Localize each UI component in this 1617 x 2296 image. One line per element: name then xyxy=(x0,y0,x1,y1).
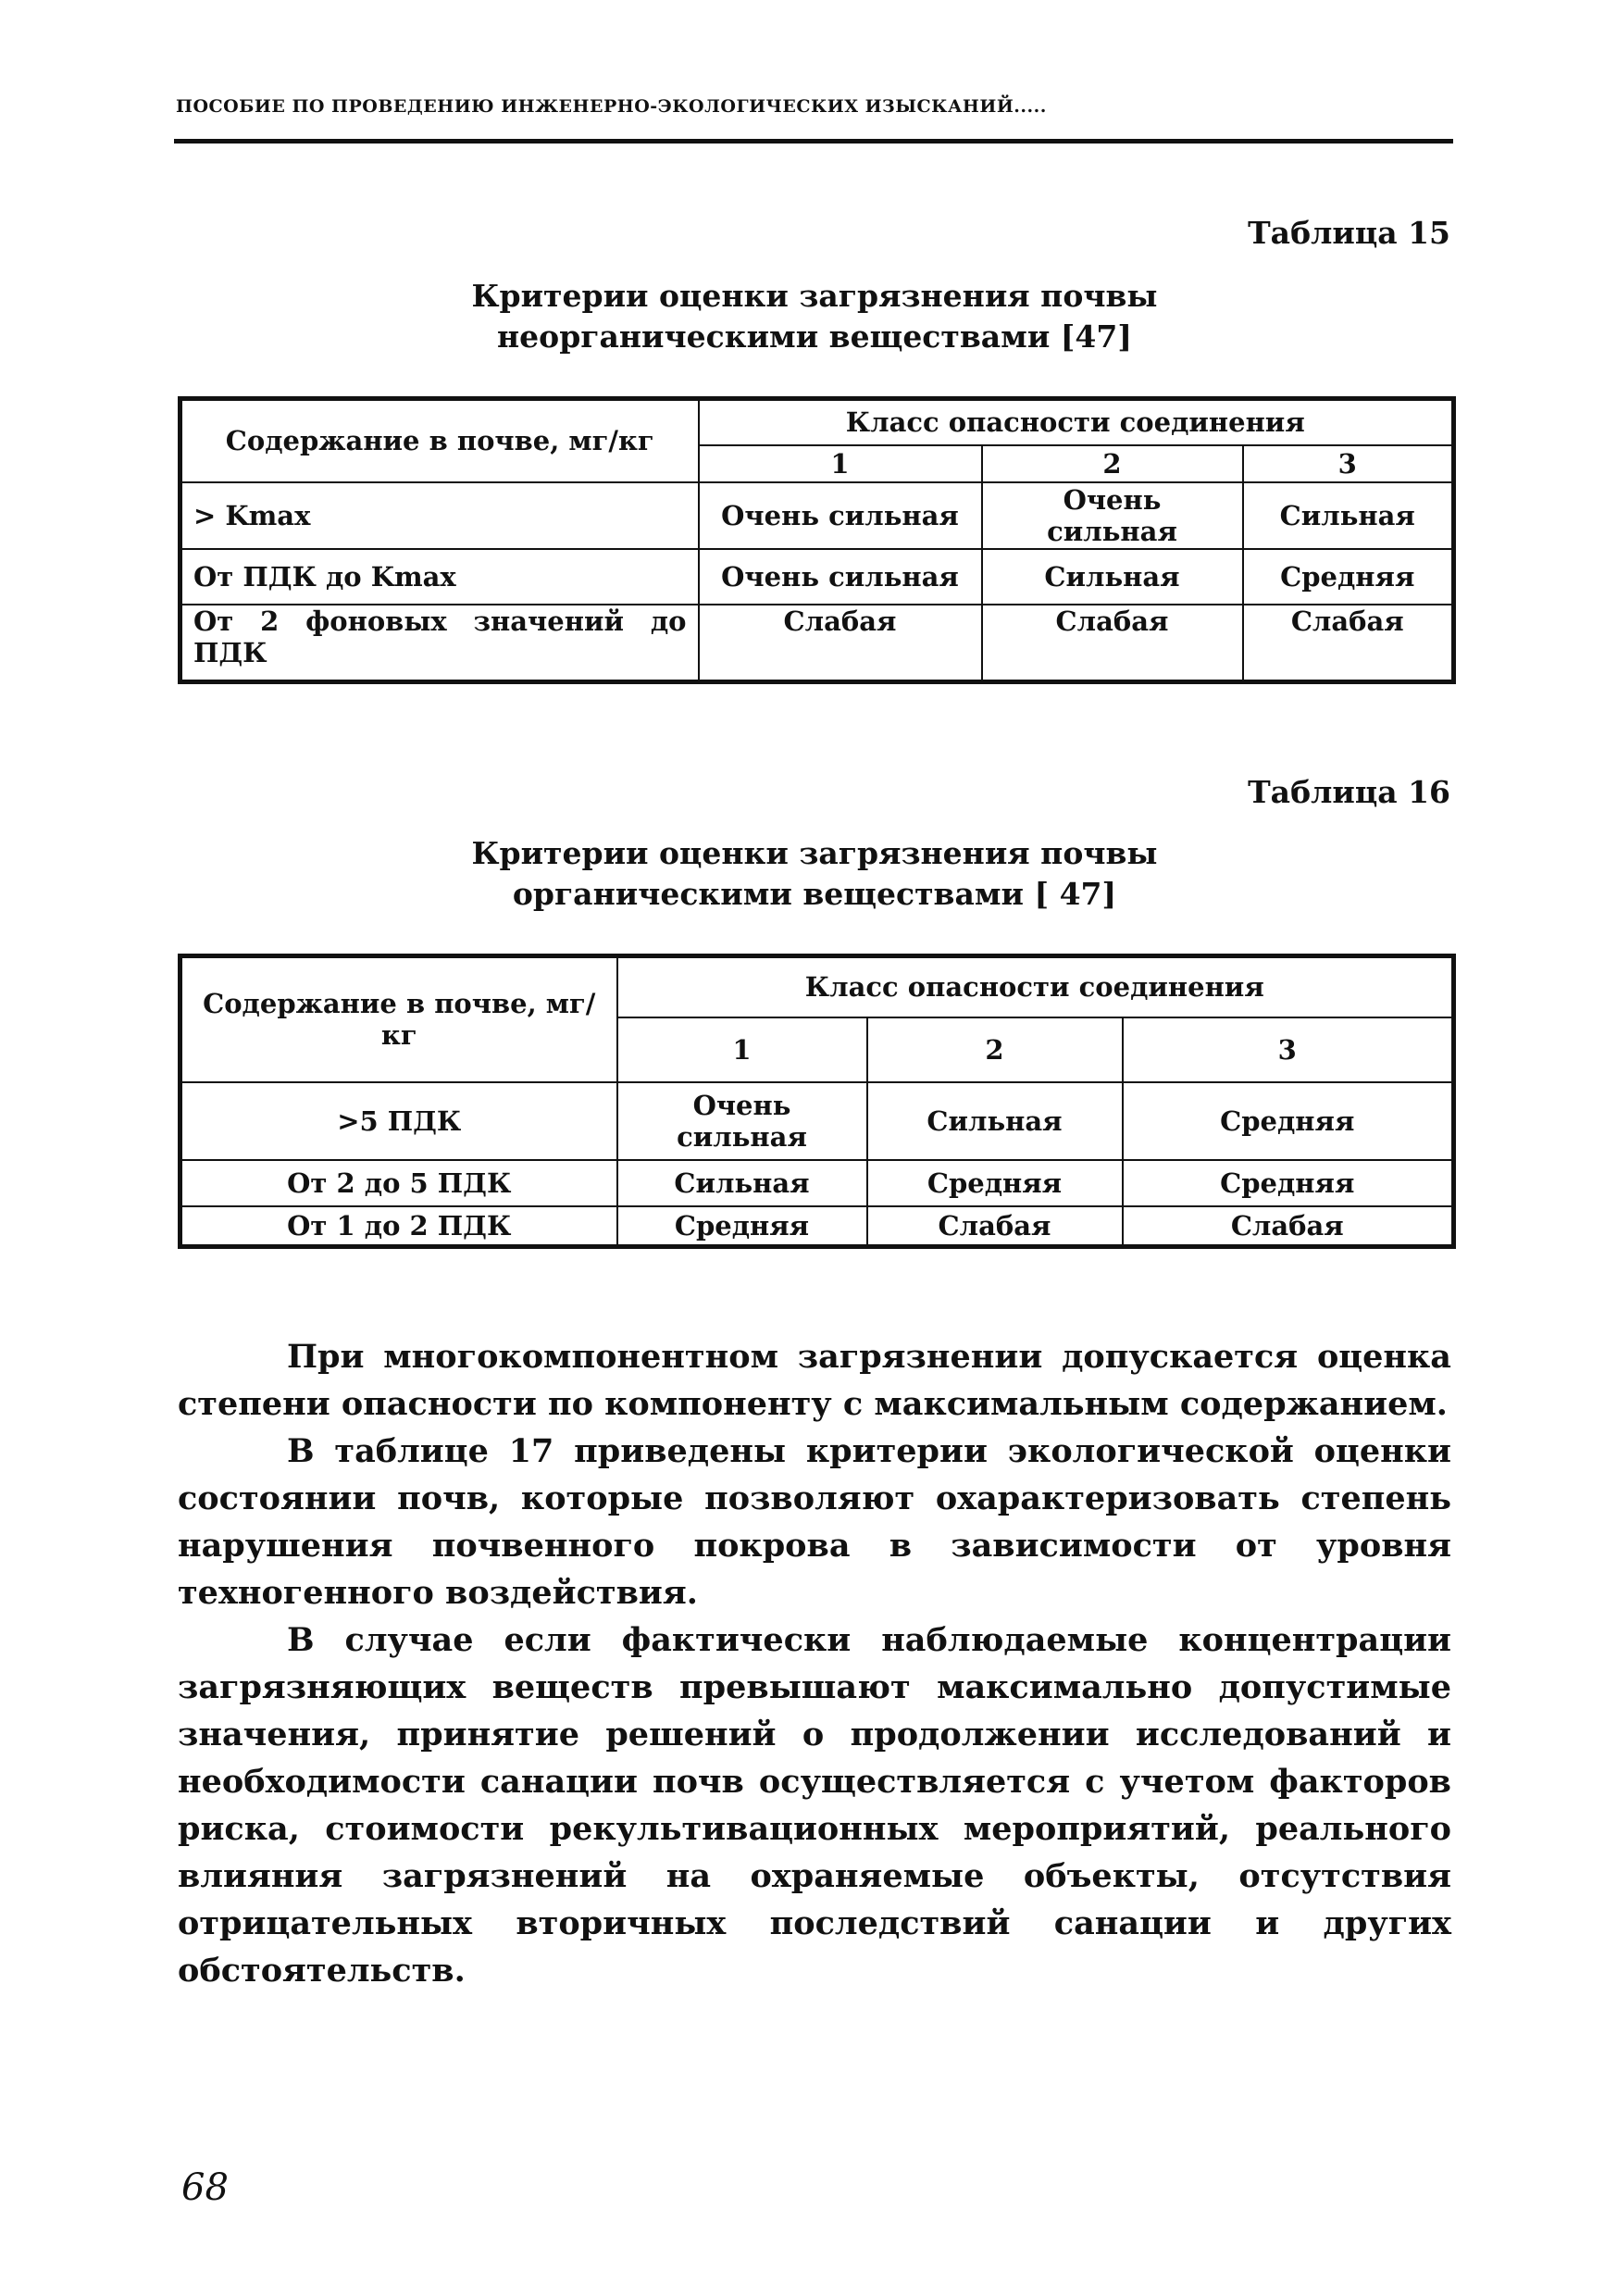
table-cell: Средняя xyxy=(1123,1160,1454,1206)
table-cell: Очень сильная xyxy=(699,549,982,605)
table-16-caption-line-2: органическими веществами [ 47] xyxy=(512,876,1117,912)
table-16-number: Таблица 16 xyxy=(1248,774,1450,810)
table-16-caption xyxy=(278,833,1351,915)
table-row xyxy=(180,1082,1454,1160)
table-row xyxy=(180,549,1454,605)
table-row xyxy=(180,1206,1454,1247)
paragraph: В таблице 17 приведены критерии экологической оценки состоянии почв, которые позволяют охарактеризовать степень нарушения почвенного покрова в зависимости от уровня техногенного воздействия. xyxy=(178,1432,1451,1612)
table-15-caption-line-1: Критерии оценки загрязнения почвы xyxy=(471,278,1158,314)
table-cell: Слабая xyxy=(982,605,1243,682)
table-cell: Очень сильная xyxy=(617,1082,867,1160)
table-15-class-2: 2 xyxy=(982,445,1243,482)
table-16-class-2: 2 xyxy=(867,1017,1123,1082)
table-cell: Слабая xyxy=(699,605,982,682)
table-cell: Сильная xyxy=(867,1082,1123,1160)
table-15-row-1-label: > Kmax xyxy=(180,482,699,549)
table-cell: Очень сильная xyxy=(982,482,1243,549)
page-number: 68 xyxy=(181,2166,229,2209)
header-rule xyxy=(174,139,1453,144)
table-cell: Средняя xyxy=(1243,549,1454,605)
table-16-col-header: Содержание в почве, мг/кг xyxy=(180,956,617,1082)
table-16-row-2-label: От 2 до 5 ПДК xyxy=(180,1160,617,1206)
table-15-class-header: Класс опасности соединения xyxy=(699,399,1454,445)
table-cell: Очень сильная xyxy=(699,482,982,549)
table-16-class-1: 1 xyxy=(617,1017,867,1082)
table-cell: Средняя xyxy=(867,1160,1123,1206)
paragraph: В случае если фактически наблюдаемые концентрации загрязняющих веществ превышают максимально допустимые значения, принятие решений о продолжении исследований и необходимости санации почв осуществляется с учетом факторов риска, стоимости рекультивационных мероприятий, реального влияния загрязнений на охраняемые объекты, отсутствия отрицательных вторичных последствий санации и других обстоятельств. xyxy=(178,1621,1451,1990)
table-15-caption xyxy=(278,276,1351,357)
table-15-class-1: 1 xyxy=(699,445,982,482)
table-16-class-header: Класс опасности соединения xyxy=(617,956,1454,1017)
table-15-col-header: Содержание в почве, мг/кг xyxy=(180,399,699,482)
paragraph: При многокомпонентном загрязнении допускается оценка степени опасности по компоненту с максимальным содержанием. xyxy=(178,1338,1451,1423)
table-16-class-3: 3 xyxy=(1123,1017,1454,1082)
table-15-class-3: 3 xyxy=(1243,445,1454,482)
table-15-number: Таблица 15 xyxy=(1248,215,1450,251)
table-cell: Слабая xyxy=(867,1206,1123,1247)
table-16-row-1-label: >5 ПДК xyxy=(180,1082,617,1160)
table-15-row-3-label: От 2 фоновых значений до ПДК xyxy=(180,605,699,682)
table-row xyxy=(180,1160,1454,1206)
running-head: ПОСОБИЕ ПО ПРОВЕДЕНИЮ ИНЖЕНЕРНО-ЭКОЛОГИЧЕСКИХ ИЗЫСКАНИЙ..... xyxy=(176,96,1047,117)
table-15-row-2-label: От ПДК до Kmax xyxy=(180,549,699,605)
table-cell: Средняя xyxy=(617,1206,867,1247)
table-15 xyxy=(178,396,1456,684)
table-cell: Средняя xyxy=(1123,1082,1454,1160)
table-16 xyxy=(178,954,1456,1249)
table-16-caption-line-1: Критерии оценки загрязнения почвы xyxy=(471,835,1158,871)
table-cell: Сильная xyxy=(617,1160,867,1206)
table-cell: Слабая xyxy=(1123,1206,1454,1247)
table-cell: Сильная xyxy=(1243,482,1454,549)
table-16-row-3-label: От 1 до 2 ПДК xyxy=(180,1206,617,1247)
table-15-caption-line-2: неорганическими веществами [47] xyxy=(497,318,1132,355)
table-row xyxy=(180,605,1454,682)
table-cell: Сильная xyxy=(982,549,1243,605)
table-row xyxy=(180,482,1454,549)
body-text xyxy=(178,1333,1451,1994)
table-cell: Слабая xyxy=(1243,605,1454,682)
